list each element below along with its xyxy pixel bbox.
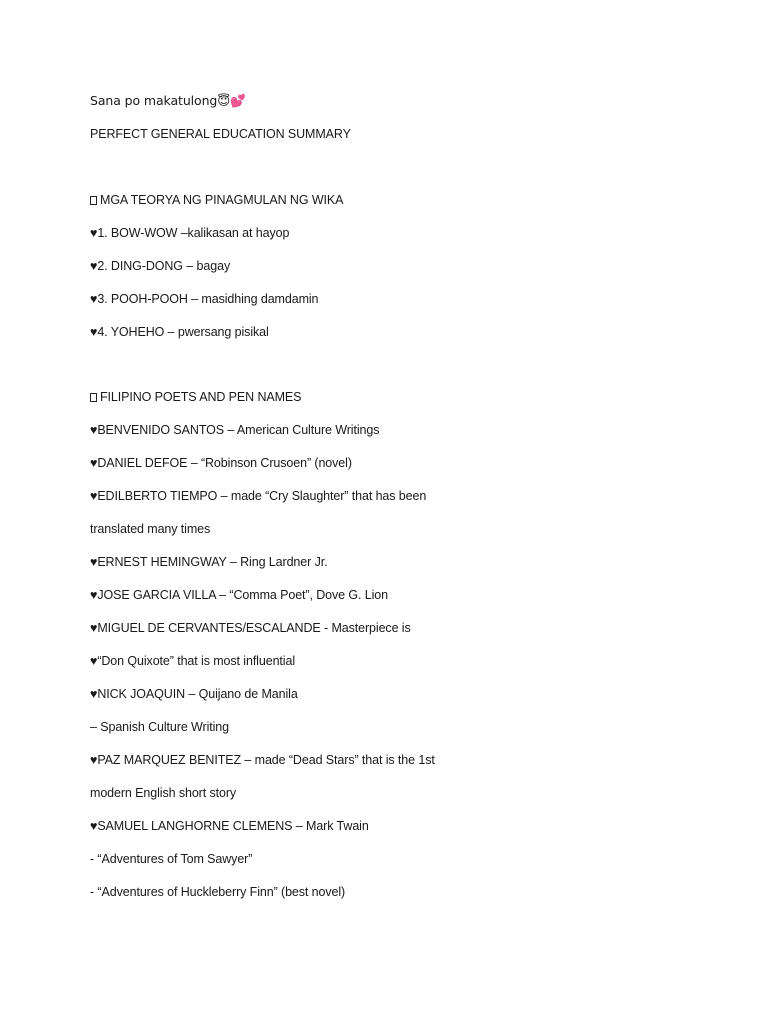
- list-item: ♥PAZ MARQUEZ BENITEZ – made “Dead Stars” that is the 1st: [90, 753, 435, 767]
- list-item-continuation: – Spanish Culture Writing: [90, 720, 230, 734]
- list-item: ♥BENVENIDO SANTOS – American Culture Writings: [90, 423, 380, 437]
- doc-line-greeting: Sana po makatulong😇💕: [90, 93, 246, 108]
- doc-line-title: PERFECT GENERAL EDUCATION SUMMARY: [90, 127, 351, 141]
- list-item: ♥ERNEST HEMINGWAY – Ring Lardner Jr.: [90, 555, 328, 569]
- list-item: ♥MIGUEL DE CERVANTES/ESCALANDE - Masterpiece is: [90, 621, 411, 635]
- list-item-continuation: translated many times: [90, 522, 211, 536]
- list-item: ♥4. YOHEHO – pwersang pisikal: [90, 325, 269, 339]
- list-item: ♥NICK JOAQUIN – Quijano de Manila: [90, 687, 298, 701]
- list-item: ♥SAMUEL LANGHORNE CLEMENS – Mark Twain: [90, 819, 369, 833]
- list-item-continuation: modern English short story: [90, 786, 237, 800]
- checkbox-glyph-icon: [90, 196, 97, 205]
- list-item: ♥2. DING-DONG – bagay: [90, 259, 231, 273]
- list-item: ♥1. BOW-WOW –kalikasan at hayop: [90, 226, 290, 240]
- list-item-sub: - “Adventures of Tom Sawyer”: [90, 852, 253, 866]
- list-item: ♥DANIEL DEFOE – “Robinson Crusoen” (novel): [90, 456, 352, 470]
- list-item: ♥JOSE GARCIA VILLA – “Comma Poet”, Dove G. Lion: [90, 588, 388, 602]
- section-heading-poets: [90, 389, 301, 405]
- section-heading-label: MGA TEORYA NG PINAGMULAN NG WIKA: [100, 193, 344, 207]
- list-item-sub: - “Adventures of Huckleberry Finn” (best novel): [90, 885, 346, 899]
- list-item: ♥EDILBERTO TIEMPO – made “Cry Slaughter” that has been: [90, 489, 427, 503]
- section-heading-theories: [90, 192, 343, 208]
- section-heading-label: FILIPINO POETS AND PEN NAMES: [100, 390, 302, 404]
- list-item: ♥3. POOH-POOH – masidhing damdamin: [90, 292, 319, 306]
- list-item: ♥“Don Quixote” that is most influential: [90, 654, 295, 668]
- checkbox-glyph-icon: [90, 393, 97, 402]
